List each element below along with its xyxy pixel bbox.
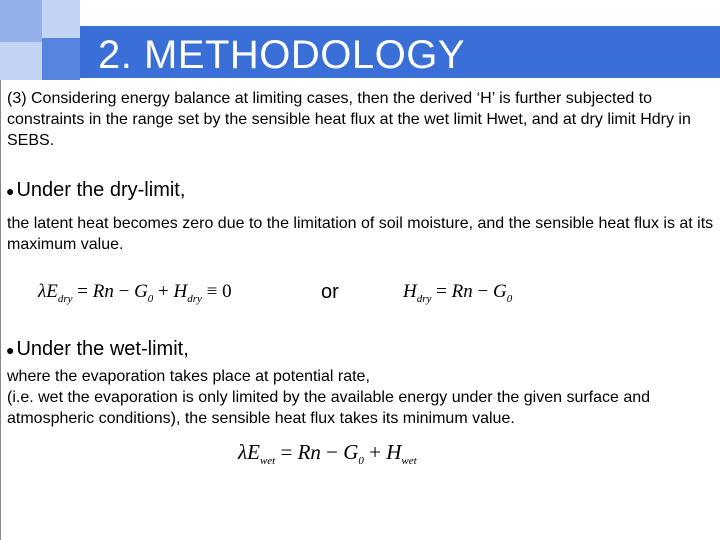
intro-paragraph: (3) Considering energy balance at limiting cases, then the derived ‘H’ is further subjected to constraints in the range set by the sensible heat flux at the wet limit Hwet, and at dry limit Hdry in SEBS. [7, 90, 691, 149]
bullet-icon: ● [6, 182, 15, 199]
left-rule [0, 80, 1, 540]
decor-square-light [0, 42, 42, 80]
or-label: or [321, 281, 339, 303]
dry-energy-balance-equation: $\lambda E_{dry} = Rn - G_0 + H_{dry} \equiv 0$ [38, 281, 232, 305]
wet-limit-text-line1: where the evaporation takes place at potential rate, [7, 368, 370, 385]
decor-square-dark [42, 38, 80, 80]
dry-sensible-heat-equation: $H_{dry} = Rn - G_0$ [403, 281, 513, 305]
slide-title: 2. METHODOLOGY [98, 33, 466, 77]
wet-limit-heading-row [6, 337, 189, 362]
wet-energy-balance-equation: $\lambda E_{wet} = Rn - G_0 + H_{wet}$ [238, 440, 417, 468]
dry-limit-text: the latent heat becomes zero due to the limitation of soil moisture, and the sensible heat flux is at its maximum value. [7, 215, 714, 253]
bullet-icon: ● [6, 341, 15, 358]
decor-square-light [42, 0, 80, 38]
decor-square-dark [0, 0, 42, 42]
dry-limit-heading: Under the dry-limit, [16, 179, 186, 201]
wet-limit-heading: Under the wet-limit, [16, 338, 189, 360]
wet-limit-text-line2: (i.e. wet the evaporation is only limited by the available energy under the given surface and atmospheric conditions), the sensible heat flux takes its minimum value. [7, 389, 651, 427]
dry-limit-heading-row [6, 178, 185, 203]
